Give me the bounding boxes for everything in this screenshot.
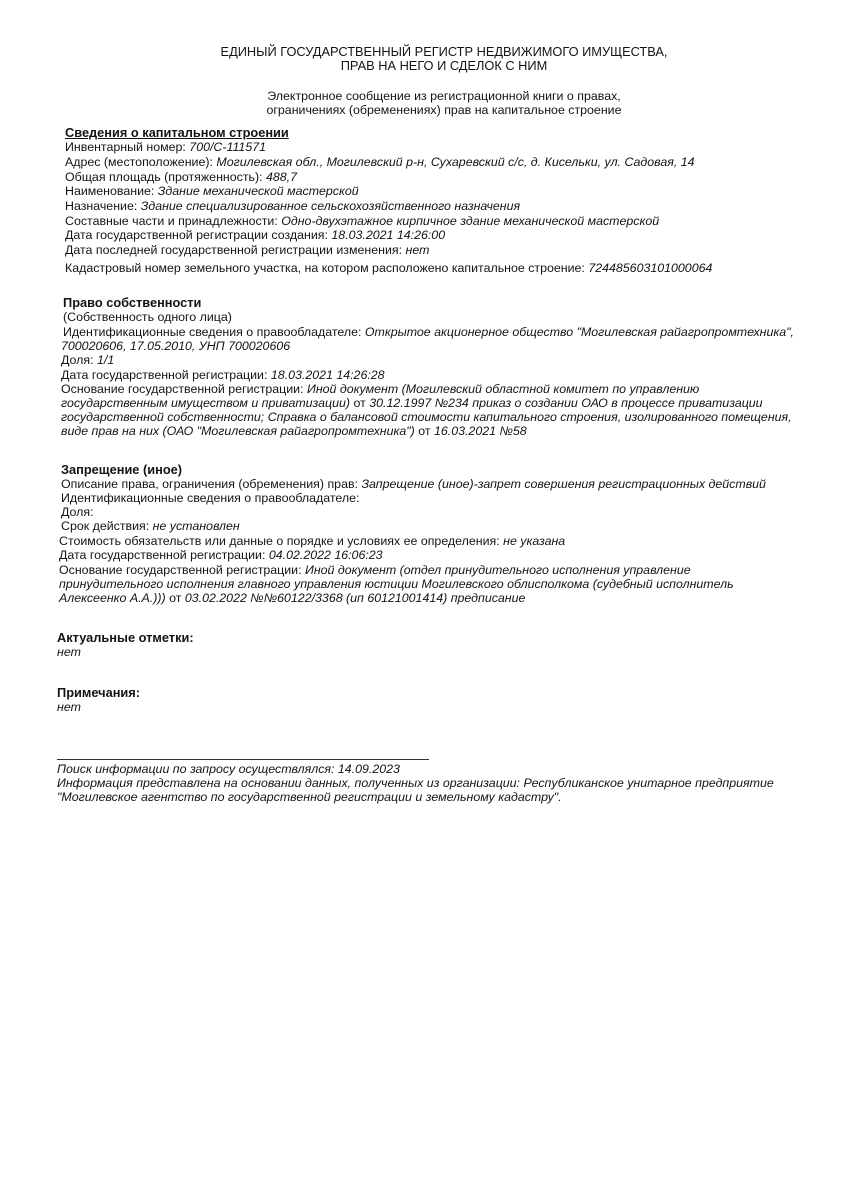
ownership-basis-line4: [61, 424, 527, 438]
ownership-basis-line3: государственной собственности; Справка о балансовой стоимости капитального строения, изолированного помещения,: [61, 410, 792, 424]
parts-value: Одно-двухэтажное кирпичное здание механической мастерской: [281, 214, 660, 228]
cadastral-label: Кадастровый номер земельного участка, на котором расположено капитальное строение:: [65, 261, 585, 275]
purpose-value: Здание специализированное сельскохозяйственного назначения: [140, 199, 521, 213]
creation-date-value: 18.03.2021 14:26:00: [331, 228, 446, 242]
ownership-reg-date-row: [61, 368, 385, 382]
prohibition-share-label: Доля:: [61, 505, 94, 519]
owner-share-value: 1/1: [97, 353, 115, 367]
prohibition-term-row: [61, 519, 240, 533]
owner-share-row: [61, 353, 114, 367]
ownership-basis-line2: [61, 396, 763, 410]
prohibition-desc-value: Запрещение (иное)-запрет совершения регистрационных действий: [361, 477, 766, 491]
document-title-line1: ЕДИНЫЙ ГОСУДАРСТВЕННЫЙ РЕГИСТР НЕДВИЖИМОГО ИМУЩЕСТВА,: [220, 44, 668, 59]
purpose-label: Назначение:: [65, 199, 138, 213]
ownership-basis-order: 30.12.1997 №234 приказ о создании ОАО в процессе приватизации: [369, 396, 763, 410]
inventory-number-label: Инвентарный номер:: [65, 140, 186, 154]
ownership-basis-issuer: государственным имуществом и приватизации): [61, 396, 351, 410]
owner-value-continued: 700020606, 17.05.2010, УНП 700020606: [61, 339, 291, 353]
address-row: [65, 155, 695, 169]
name-row: [65, 184, 359, 198]
marks-heading: Актуальные отметки:: [57, 630, 194, 645]
last-change-row: [65, 243, 429, 257]
owner-share-label: Доля:: [61, 353, 94, 367]
cadastral-row: [65, 261, 712, 275]
ownership-basis-from-2: от: [418, 424, 431, 438]
prohibition-basis-from: от: [169, 591, 182, 605]
purpose-row: [65, 199, 520, 213]
area-value: 488,7: [266, 170, 298, 184]
prohibition-holder-label: Идентификационные сведения о правообладателе:: [61, 491, 360, 505]
inventory-number-value: 700/С-111571: [189, 140, 266, 154]
footer-search-date: Поиск информации по запросу осуществлялся: 14.09.2023: [57, 762, 400, 776]
owner-label: Идентификационные сведения о правообладателе:: [63, 325, 362, 339]
ownership-reg-date-value: 18.03.2021 14:26:28: [270, 368, 385, 382]
prohibition-basis-value: Иной документ (отдел принудительного исполнения управление: [304, 563, 691, 577]
ownership-basis-label: Основание государственной регистрации:: [61, 382, 304, 396]
prohibition-cost-row: [59, 534, 565, 548]
footer-divider: [57, 759, 429, 760]
prohibition-reg-date-row: [59, 548, 383, 562]
ownership-reg-date-label: Дата государственной регистрации:: [61, 368, 268, 382]
address-label: Адрес (местоположение):: [65, 155, 213, 169]
footer-source-line2: "Могилевское агентство по государственной регистрации и земельному кадастру".: [57, 790, 562, 804]
ownership-basis-value: Иной документ (Могилевский областной комитет по управлению: [306, 382, 700, 396]
marks-value: нет: [57, 645, 81, 659]
ownership-basis-certificate: виде прав на них (ОАО "Могилевская райагропромтехника"): [61, 424, 415, 438]
prohibition-basis-row: [59, 563, 691, 577]
area-row: [65, 170, 297, 184]
prohibition-basis-label: Основание государственной регистрации:: [59, 563, 302, 577]
notes-value: нет: [57, 700, 81, 714]
prohibition-desc-row: [61, 477, 766, 491]
parts-row: [65, 214, 659, 228]
prohibition-cost-label: Стоимость обязательств или данные о порядке и условиях ее определения:: [59, 534, 500, 548]
last-change-label: Дата последней государственной регистрации изменения:: [65, 243, 403, 257]
prohibition-term-value: не установлен: [152, 519, 240, 533]
ownership-basis-row: [61, 382, 699, 396]
inventory-number-row: [65, 140, 266, 154]
prohibition-term-label: Срок действия:: [61, 519, 150, 533]
owner-row: [63, 325, 794, 339]
ownership-basis-cert-number: 16.03.2021 №58: [433, 424, 527, 438]
prohibition-basis-line3: [59, 591, 525, 605]
prohibition-desc-label: Описание права, ограничения (обременения) прав:: [61, 477, 358, 491]
ownership-basis-from: от: [353, 396, 366, 410]
name-value: Здание механической мастерской: [157, 184, 359, 198]
area-label: Общая площадь (протяженность):: [65, 170, 263, 184]
prohibition-basis-officer: Алексеенко А.А.))): [59, 591, 166, 605]
document-subtitle-line1: Электронное сообщение из регистрационной книги о правах,: [267, 89, 621, 103]
creation-date-label: Дата государственной регистрации создания:: [65, 228, 328, 242]
creation-date-row: [65, 228, 445, 242]
ownership-kind: (Собственность одного лица): [63, 310, 232, 324]
prohibition-basis-order: 03.02.2022 №№60122/3368 (ип 60121001414) предписание: [184, 591, 526, 605]
cadastral-value: 724485603101000064: [588, 261, 713, 275]
prohibition-cost-value: не указана: [503, 534, 566, 548]
document-subtitle-line2: ограничениях (обременениях) прав на капитальное строение: [266, 103, 622, 117]
address-value: Могилевская обл., Могилевский р-н, Сухаревский с/с, д. Кисельки, ул. Садовая, 14: [216, 155, 695, 169]
prohibition-reg-date-value: 04.02.2022 16:06:23: [268, 548, 383, 562]
prohibition-section-heading: Запрещение (иное): [61, 462, 183, 477]
owner-value: Открытое акционерное общество "Могилевская райагропромтехника",: [364, 325, 794, 339]
prohibition-reg-date-label: Дата государственной регистрации:: [59, 548, 266, 562]
building-section-heading: Сведения о капитальном строении: [65, 125, 289, 140]
ownership-section-heading: Право собственности: [63, 295, 202, 310]
document-title-line2: ПРАВ НА НЕГО И СДЕЛОК С НИМ: [340, 58, 548, 73]
prohibition-basis-line2: принудительного исполнения главного управления юстиции Могилевского облисполкома (судебный исполнитель: [59, 577, 734, 591]
parts-label: Составные части и принадлежности:: [65, 214, 278, 228]
footer-source-line1: Информация представлена на основании данных, полученных из организации: Республиканское унитарное предприятие: [57, 776, 774, 790]
notes-heading: Примечания:: [57, 685, 141, 700]
last-change-value: нет: [405, 243, 430, 257]
name-label: Наименование:: [65, 184, 155, 198]
